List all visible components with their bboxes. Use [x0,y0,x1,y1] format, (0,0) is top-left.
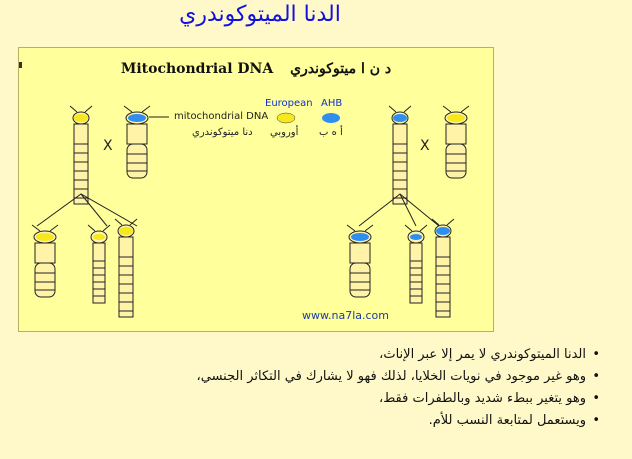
legend-mito-label-en: mitochondrial DNA [174,111,269,122]
bullet-item: • ويستعمل لمتابعة النسب للأم. [0,410,600,432]
left-queen-mito-marker [74,114,88,122]
bullet-item: • وهو غير موجود في نويات الخلايا، لذلك فهو لا يشارك في التكاثر الجنسي، [0,366,600,388]
bullet-item: • وهو يتغير ببطء شديد وبالطفرات فقط، [0,388,600,410]
right-queen-mito-marker [393,114,407,122]
diagram-figure [18,47,494,332]
figure-title-english: Mitochondrial DNA [120,61,274,77]
right-drone-mito-marker [447,114,465,122]
left-cross-symbol: X [103,138,113,154]
figure-title-arabic: د ن ا ميتوكوندري [290,61,392,77]
bullet-item: • الدنا الميتوكوندري لا يمر إلا عبر الإناث، [0,344,600,366]
bee-inheritance-diagram [19,48,493,331]
legend-european-label: European [265,98,313,109]
bullet-list [0,344,614,432]
page-title: الدنا الميتوكوندري [179,2,341,27]
legend-european-label-ar: أوروبي [270,127,299,138]
legend-ahb-swatch [322,113,340,123]
legend-ahb-label-ar: أ ه ب [319,127,343,138]
legend-ahb-label: AHB [321,98,343,109]
right-cross-symbol: X [420,138,430,154]
left-drone-mito-marker [128,114,146,122]
legend-mito-label-ar: دنا ميتوكوندري [192,127,253,138]
legend-european-swatch [277,113,295,123]
watermark: www.na7la.com [302,309,389,322]
